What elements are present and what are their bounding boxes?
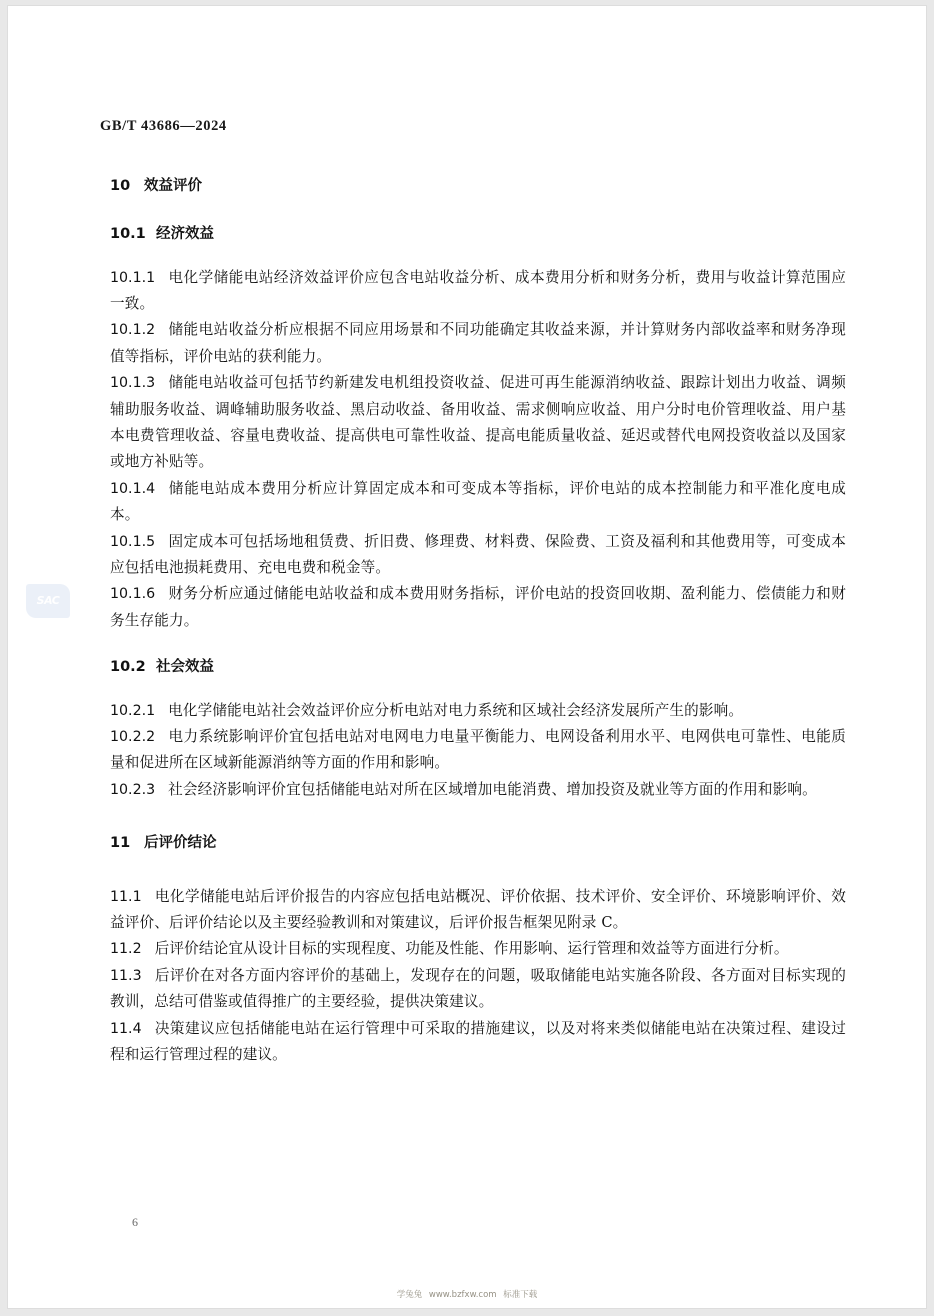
clause-text: 储能电站成本费用分析应计算固定成本和可变成本等指标，评价电站的成本控制能力和平准化度电成本。 [110,479,846,524]
heading-section-10-1-number: 10.1 [110,226,146,243]
spacer [110,245,846,265]
spacer [110,678,846,698]
clause-text: 决策建议应包括储能电站在运行管理中可采取的措施建议，以及对将来类似储能电站在决策过程、建设过程和运行管理过程的建议。 [110,1019,846,1063]
sac-logo-text: SAC [36,594,60,607]
clause-text: 储能电站收益分析应根据不同应用场景和不同功能确定其收益来源，并计算财务内部收益率和财务净现值等指标，评价电站的获利能力。 [110,321,846,365]
document-page [8,6,926,1308]
heading-section-10-title: 效益评价 [144,178,202,194]
running-header-standard-code: GB/T 43686—2024 [100,118,227,134]
clause-text: 社会经济影响评价宜包括储能电站对所在区域增加电能消费、增加投资及就业等方面的作用和影响。 [168,780,817,798]
clause-number: 10.1.5 [110,533,156,550]
clause-number: 11.4 [110,1020,142,1037]
clause-number: 10.1.1 [110,269,156,286]
clause-paragraph [110,698,846,724]
footer-site-tag: 标准下载 [503,1290,538,1300]
page-number: 6 [132,1215,138,1229]
footer-site-watermark [0,1288,934,1300]
clause-text: 储能电站收益可包括节约新建发电机组投资收益、促进可再生能源消纳收益、跟踪计划出力收益、调频辅助服务收益、调峰辅助服务收益、黑启动收益、备用收益、需求侧响应收益、用户分时电价管理收益、用户基本电费管理收益、容量电费收益、提高供电可靠性收益、提高电能质量收益、延迟或替代电网投资收益以及国家或地方补贴等。 [110,374,846,471]
clause-number: 10.1.4 [110,480,156,497]
spacer [110,854,846,884]
footer-site-name: 学兔兔 [396,1290,423,1300]
heading-section-11 [110,833,846,853]
clause-paragraph [110,936,846,962]
clause-number: 11.3 [110,967,142,984]
clause-paragraph [110,963,846,1016]
clause-text: 后评价结论宜从设计目标的实现程度、功能及性能、作用影响、运行管理和效益等方面进行分析。 [154,940,789,958]
document-body [110,176,846,1068]
spacer [110,196,846,224]
clause-paragraph [110,777,846,803]
heading-section-10-2-title: 社会效益 [156,659,214,676]
heading-section-11-title: 后评价结论 [144,835,217,852]
heading-section-10 [110,176,846,196]
spacer [110,634,846,657]
clause-text: 电化学储能电站后评价报告的内容应包括电站概况、评价依据、技术评价、安全评价、环境影响评价、效益评价、后评价结论以及主要经验教训和对策建议，后评价报告框架见附录 C。 [110,887,846,931]
clause-number: 11.2 [110,941,142,958]
clause-paragraph [110,1016,846,1069]
spacer [110,803,846,833]
clause-text: 电力系统影响评价宜包括电站对电网电力电量平衡能力、电网设备利用水平、电网供电可靠性、电能质量和促进所在区域新能源消纳等方面的作用和影响。 [110,727,846,772]
clause-number: 10.1.6 [110,586,156,603]
clause-paragraph [110,317,846,370]
clause-number: 11.1 [110,888,142,905]
clause-text: 固定成本可包括场地租赁费、折旧费、修理费、材料费、保险费、工资及福利和其他费用等，可变成本应包括电池损耗费用、充电电费和税金等。 [110,532,846,577]
clause-number: 10.1.2 [110,322,156,339]
clause-text: 电化学储能电站经济效益评价应包含电站收益分析、成本费用分析和财务分析，费用与收益计算范围应一致。 [110,268,846,312]
clause-paragraph [110,265,846,318]
clause-paragraph [110,476,846,529]
heading-section-10-1 [110,224,846,244]
clause-number: 10.2.3 [110,781,156,798]
heading-section-11-number: 11 [110,835,131,852]
clause-paragraph [110,884,846,937]
heading-section-10-1-title: 经济效益 [156,226,214,243]
sac-logo-watermark-icon [26,584,70,620]
clause-number: 10.1.3 [110,375,156,392]
clause-paragraph [110,370,846,476]
clause-paragraph [110,724,846,777]
footer-site-url: www.bzfxw.com [428,1290,497,1300]
clause-paragraph [110,581,846,634]
clause-paragraph [110,529,846,582]
clause-number: 10.2.2 [110,728,156,745]
heading-section-10-2-number: 10.2 [110,659,146,676]
clause-number: 10.2.1 [110,702,156,719]
heading-section-10-number: 10 [110,178,131,194]
heading-section-10-2 [110,657,846,677]
clause-text: 财务分析应通过储能电站收益和成本费用财务指标，评价电站的投资回收期、盈利能力、偿债能力和财务生存能力。 [110,585,846,629]
clause-text: 后评价在对各方面内容评价的基础上，发现存在的问题，吸取储能电站实施各阶段、各方面对目标实现的教训，总结可借鉴或值得推广的主要经验，提供决策建议。 [110,966,846,1011]
clause-text: 电化学储能电站社会效益评价应分析电站对电力系统和区域社会经济发展所产生的影响。 [168,701,744,719]
